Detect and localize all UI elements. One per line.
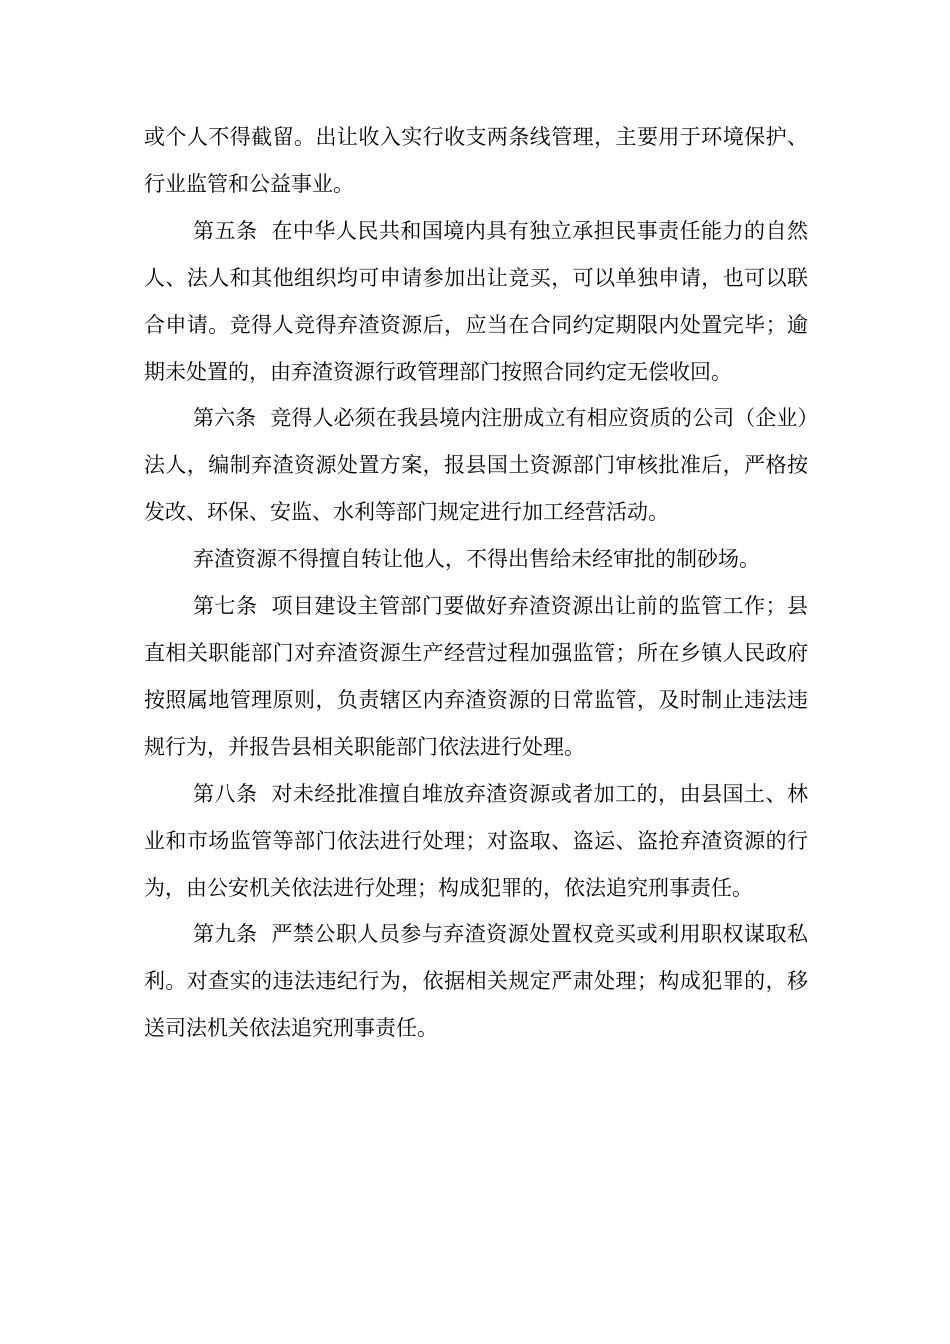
article-label: 第七条 (193, 594, 258, 619)
paragraph-text: 或个人不得截留。出让收入实行收支两条线管理，主要用于环境保护、行业监管和公益事业。 (144, 125, 808, 196)
paragraph (144, 771, 808, 912)
article-label: 第六条 (193, 406, 257, 431)
paragraph (144, 583, 808, 771)
paragraph (144, 208, 808, 396)
article-label: 第五条 (193, 218, 258, 243)
article-label: 第八条 (193, 781, 258, 806)
paragraph (144, 395, 808, 536)
paragraph-text: 弃渣资源不得擅自转让他人，不得出售给未经审批的制砂场。 (193, 547, 760, 572)
paragraph-text: 竞得人必须在我县境内注册成立有相应资质的公司（企业）法人，编制弃渣资源处置方案，报县国土资源部门审核批准后，严格按发改、环保、安监、水利等部门规定进行加工经营活动。 (144, 406, 809, 525)
paragraph (144, 536, 808, 583)
article-label: 第九条 (193, 922, 258, 947)
document-body (144, 114, 808, 1052)
paragraph-text: 项目建设主管部门要做好弃渣资源出让前的监管工作；县直相关职能部门对弃渣资源生产经营过程加强监管；所在乡镇人民政府按照属地管理原则，负责辖区内弃渣资源的日常监管，及时制止违法违规行为，并报告县相关职能部门依法进行处理。 (144, 594, 809, 759)
paragraph (144, 114, 808, 208)
paragraph (144, 911, 808, 1052)
paragraph-text: 对未经批准擅自堆放弃渣资源或者加工的，由县国土、林业和市场监管等部门依法进行处理；对盗取、盗运、盗抢弃渣资源的行为，由公安机关依法进行处理；构成犯罪的，依法追究刑事责任。 (144, 781, 809, 900)
paragraph-text: 在中华人民共和国境内具有独立承担民事责任能力的自然人、法人和其他组织均可申请参加出让竞买，可以单独申请，也可以联合申请。竞得人竞得弃渣资源后，应当在合同约定期限内处置完毕；逾期未处置的，由弃渣资源行政管理部门按照合同约定无偿收回。 (144, 218, 809, 384)
paragraph-text: 严禁公职人员参与弃渣资源处置权竞买或利用职权谋取私利。对查实的违法违纪行为，依据相关规定严肃处理；构成犯罪的，移送司法机关依法追究刑事责任。 (144, 922, 809, 1041)
